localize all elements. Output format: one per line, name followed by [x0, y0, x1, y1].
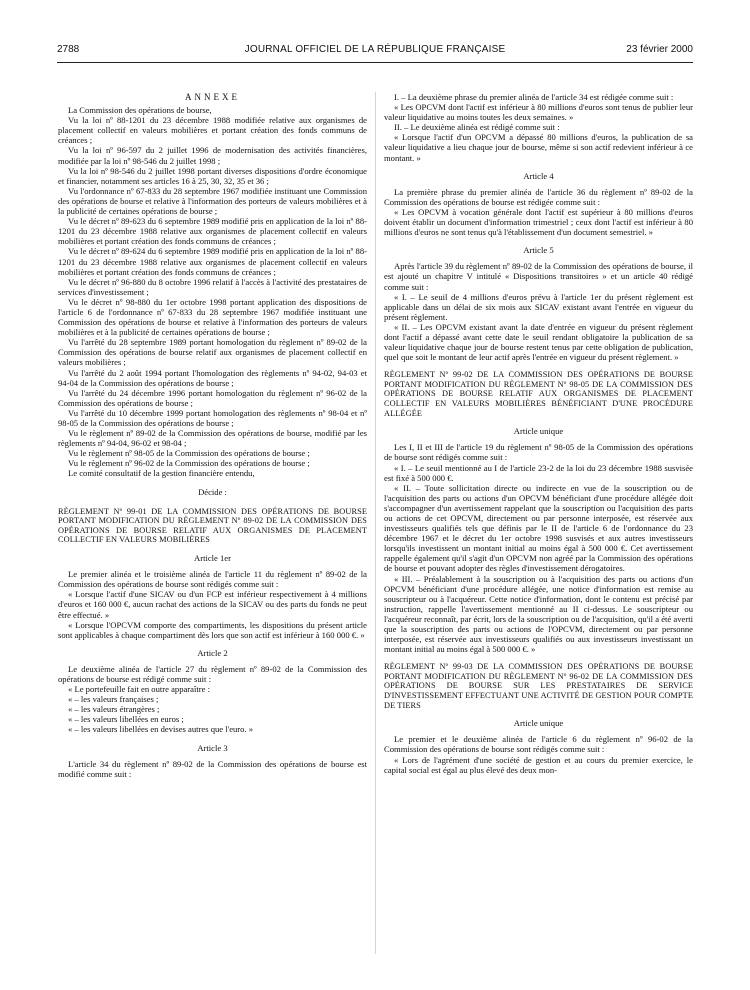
article-paragraph: « II. – Toute sollicitation directe ou indirecte en vue de la souscription ou de l'acquisition des parts ou actions d'un OPCVM bénéficiant d'une procédure allégée doit s'accompagner d'un avertissement rappelant que la souscription ou l'acquisition des parts ou actions de cet OPCVM, directement ou par personne interposée, est réservée aux investisseurs qualifiés tels que définis par le II de l'article 6 de l'ordonnance du 23 décembre 1967 et le décret du 1er octobre 1998 susvisés et aux autres investisseurs lorsqu'ils investissent un montant initial au moins égal à 500 000 €. Cet avertissement rappelle également qu'il s'agit d'un OPCVM non agréé par la Commission des opérations de bourse et pouvant adopter des règles d'investissement dérogatoires. — [384, 482, 693, 574]
preamble-paragraph: Vu l'arrêté du 28 septembre 1989 portant homologation du règlement nº 89-02 de la Commission des opérations de bourse relatif aux organismes de placement collectif en valeurs mobilières ; — [58, 337, 367, 368]
preamble-paragraph: Vu le règlement nº 96-02 de la Commission des opérations de bourse ; — [68, 458, 310, 469]
article-heading: Article 1er — [194, 553, 231, 564]
article-paragraph: « Le portefeuille fait en outre apparaître : — [68, 684, 210, 695]
article-paragraph: « – les valeurs libellées en euros ; — [68, 714, 184, 725]
article-heading: Article unique — [513, 426, 564, 437]
preamble-paragraph: Vu la loi nº 98-546 du 2 juillet 1998 portant diverses dispositions d'ordre économique et financier, notamment ses articles 16 à 25, 30, 32, 35 et 36 ; — [58, 165, 367, 186]
article-paragraph: Le premier alinéa et le troisième alinéa de l'article 11 du règlement nº 89-02 de la Commission des opérations de bourse sont rédigés comme suit : — [58, 569, 367, 590]
article-paragraph: « – les valeurs libellées en devises autres que l'euro. » — [68, 724, 254, 735]
preamble-paragraph: Le comité consultatif de la gestion financière entendu, — [68, 468, 255, 479]
preamble-paragraph: Vu l'arrêté du 2 août 1994 portant l'homologation des règlements nº 94-02, 94-03 et 94-04 de la Commission des opérations de bourse ; — [58, 367, 367, 388]
article-paragraph: « Lorsque l'OPCVM comporte des compartiments, les dispositions du présent article sont applicables à chaque compartiment dès lors que son actif est inférieur à 160 000 €. » — [58, 619, 367, 640]
journal-title: JOURNAL OFFICIEL DE LA RÉPUBLIQUE FRANÇAISE — [244, 44, 506, 55]
left-column — [58, 92, 367, 779]
preamble-paragraph: Vu le règlement nº 89-02 de la Commission des opérations de bourse, modifié par les règlements nº 94-04, 96-02 et 98-04 ; — [58, 428, 367, 449]
article-heading: Article 5 — [523, 245, 554, 256]
article-paragraph: Le deuxième alinéa de l'article 27 du règlement nº 89-02 de la Commission des opérations de bourse est rédigé comme suit : — [58, 663, 367, 684]
right-column — [384, 92, 693, 775]
article-paragraph: « Lorsque l'actif d'un OPCVM a dépassé 80 millions d'euros, la publication de sa valeur liquidative a lieu chaque jour de bourse, même si son actif redevient inférieur à ce montant. » — [384, 132, 693, 163]
article-heading: Article 2 — [197, 647, 228, 658]
article-paragraph: « Lorsque l'actif d'une SICAV ou d'un FCP est inférieur respectivement à 4 millions d'euros et 160 000 €, aucun rachat des actions de la SICAV ou des parts du fonds ne peut être effectué. » — [58, 589, 367, 620]
article-2-body — [58, 664, 367, 735]
article-heading: Article unique — [513, 718, 564, 729]
issue-date: 23 février 2000 — [626, 44, 693, 55]
article-paragraph: « II. – Les OPCVM existant avant la date d'entrée en vigueur du présent règlement dont l'actif a dépassé avant cette date le seuil rendant obligatoire la publication de sa valeur liquidative chaque jour de bourse restent tenus par cette obligation de publication, quel que soit le montant de leur actif après l'entrée en vigueur du présent règlement. » — [384, 321, 693, 363]
article-paragraph: « Lors de l'agrément d'une société de gestion et au cours du premier exercice, le capital social est égal au plus élevé des deux mon- — [384, 754, 693, 775]
article-paragraph: « Les OPCVM dont l'actif est inférieur à 80 millions d'euros sont tenus de publier leur valeur liquidative au moins toutes les deux semaines. » — [384, 102, 693, 123]
preamble-paragraph: Vu l'ordonnance nº 67-833 du 28 septembre 1967 modifiée instituant une Commission des opérations de bourse et relative à l'information des porteurs de valeurs mobilières et à la publicité de certaines opérations de bourse ; — [58, 185, 367, 217]
article-1-body — [58, 569, 367, 640]
preamble-paragraph: Vu l'arrêté du 24 décembre 1996 portant homologation du règlement nº 96-02 de la Commission des opérations de bourse ; — [58, 387, 367, 408]
preamble-paragraph: Vu le décret nº 98-880 du 1er octobre 1998 portant application des dispositions de l'article 6 de l'ordonnance nº 67-833 du 28 septembre 1967 modifiée instituant une Commission des opérations de bourse et relative à l'information des porteurs de valeurs mobilières et à la publicité de certaines opérations de bourse ; — [58, 296, 367, 338]
article-paragraph: « I. – Le seuil mentionné au I de l'article 23-2 de la loi du 23 décembre 1988 susvisée est fixé à 500 000 €. — [384, 462, 693, 483]
article-paragraph: La première phrase du premier alinéa de l'article 36 du règlement nº 89-02 de la Commission des opérations de bourse est rédigée comme suit : — [384, 186, 693, 207]
article-3-body — [58, 759, 367, 779]
article-paragraph: « – les valeurs françaises ; — [68, 694, 159, 705]
preamble-paragraph: Vu la loi nº 88-1201 du 23 décembre 1988 modifiée relative aux organismes de placement collectif en valeurs mobilières et portant création des fonds communs de créances ; — [58, 115, 367, 146]
article-paragraph: « Les OPCVM à vocation générale dont l'actif est supérieur à 80 millions d'euros doivent établir un document d'information trimestriel ; ceux dont l'actif est inférieur à 80 millions d'euros ne sont tenus qu'à l'établissement d'un document semestriel. » — [384, 206, 693, 238]
article-3-continued — [384, 92, 693, 163]
regulation-title-99-01: RÈGLEMENT Nº 99-01 DE LA COMMISSION DES OPÉRATIONS DE BOURSE PORTANT MODIFICATION DU RÈGLEMENT Nº 89-02 DE LA COMMISSION DES OPÉRATIONS DE BOURSE RELATIF AUX ORGANISMES DE PLACEMENT COLLECTIF EN VALEURS MOBILIÈRES — [58, 506, 367, 545]
preamble-paragraph: Vu le règlement nº 98-05 de la Commission des opérations de bourse ; — [68, 448, 310, 459]
article-4-body — [384, 187, 693, 237]
decide-heading: Décide : — [198, 486, 227, 497]
preamble-paragraph: Vu l'arrêté du 10 décembre 1999 portant homologation des règlements nº 98-04 et nº 98-05 de la Commission des opérations de bourse ; — [58, 407, 367, 428]
column-divider — [375, 92, 376, 954]
article-paragraph: « III. – Préalablement à la souscription ou à l'acquisition des parts ou actions d'un OPCVM bénéficiant d'une procédure allégée, une notice d'information est remise au souscripteur ou à l'acquéreur. Cette notice d'information, dont le contenu est précisé par instruction, rappelle l'avertissement mentionné au II ci-dessus. Le souscripteur ou l'acquéreur reconnaît, par écrit, lors de la souscription ou de l'acquisition, qu'il a été averti que la souscription des parts ou actions de l'OPCVM, directement ou par personne interposée, est réservée aux investisseurs qualifiés ou aux investisseurs investissant un montant initial au moins égal à 500 000 €. » — [384, 573, 693, 655]
preamble-paragraph: Vu le décret nº 89-623 du 6 septembre 1989 modifié pris en application de la loi nº 88-1201 du 23 décembre 1988 relative aux organismes de placement collectif en valeurs mobilières et portant création des fonds communs de créances ; — [58, 216, 367, 247]
regulation-title-99-03: RÈGLEMENT Nº 99-03 DE LA COMMISSION DES OPÉRATIONS DE BOURSE PORTANT MODIFICATION DU RÈGLEMENT Nº 96-02 DE LA COMMISSION DES OPÉRATIONS DE BOURSE SUR LES PRESTATAIRES DE SERVICE D'INVESTISSEMENT EFFECTUANT UNE ACTIVITÉ DE GESTION POUR COMPTE DE TIERS — [384, 662, 693, 710]
article-heading: Article 3 — [197, 742, 228, 753]
preamble-paragraph: La Commission des opérations de bourse, — [68, 105, 212, 116]
preamble-paragraph: Vu le décret nº 96-880 du 8 octobre 1996 relatif à l'accès à l'activité des prestataires de services d'investissement ; — [58, 276, 367, 297]
article-paragraph: Après l'article 39 du règlement nº 89-02 de la Commission des opérations de bourse, il est ajouté un chapitre V intitulé « Dispositions transitoires » et un article 40 rédigé comme suit : — [384, 261, 693, 292]
article-heading: Article 4 — [523, 170, 554, 181]
preamble-paragraph: Vu le décret nº 89-624 du 6 septembre 1989 modifié pris en application de la loi nº 88-1201 du 23 décembre 1988 relative aux organismes de placement collectif en valeurs mobilières et portant création des fonds communs de créances ; — [58, 246, 367, 277]
article-paragraph: I. – La deuxième phrase du premier alinéa de l'article 34 est rédigée comme suit : — [394, 92, 674, 102]
article-unique-99-02-body — [384, 442, 693, 654]
article-paragraph: Le premier et le deuxième alinéa de l'article 6 du règlement nº 96-02 de la Commission des opérations de bourse sont rédigés comme suit : — [384, 734, 693, 755]
preamble-paragraph: Vu la loi nº 96-597 du 2 juillet 1996 de modernisation des activités financières, modifiée par la loi nº 98-546 du 2 juillet 1998 ; — [58, 145, 367, 166]
article-unique-99-03-body — [384, 734, 693, 774]
article-paragraph: L'article 34 du règlement nº 89-02 de la Commission des opérations de bourse est modifié comme suit : — [58, 758, 367, 779]
article-paragraph: « I. – Le seuil de 4 millions d'euros prévu à l'article 1er du présent règlement est applicable dans un délai de six mois aux SICAV existant avant l'entrée en vigueur du présent règlement. — [384, 291, 693, 322]
article-5-body — [384, 261, 693, 362]
article-paragraph: Les I, II et III de l'article 19 du règlement nº 98-05 de la Commission des opérations de bourse sont rédigés comme suit : — [384, 442, 693, 463]
regulation-title-99-02: RÈGLEMENT Nº 99-02 DE LA COMMISSION DES OPÉRATIONS DE BOURSE PORTANT MODIFICATION DU RÈGLEMENT Nº 98-05 DE LA COMMISSION DES OPÉRATIONS DE BOURSE RELATIF AUX ORGANISMES DE PLACEMENT COLLECTIF EN VALEURS MOBILIÈRES BÉNÉFICIANT D'UNE PROCÉDURE ALLÉGÉE — [384, 370, 693, 418]
preamble — [58, 105, 367, 478]
article-paragraph: II. – Le deuxième alinéa est rédigé comme suit : — [394, 122, 560, 133]
annexe-title: ANNEXE — [185, 92, 240, 102]
page-number: 2788 — [57, 44, 80, 55]
article-paragraph: « – les valeurs étrangères ; — [68, 704, 160, 715]
page-header — [57, 44, 693, 63]
